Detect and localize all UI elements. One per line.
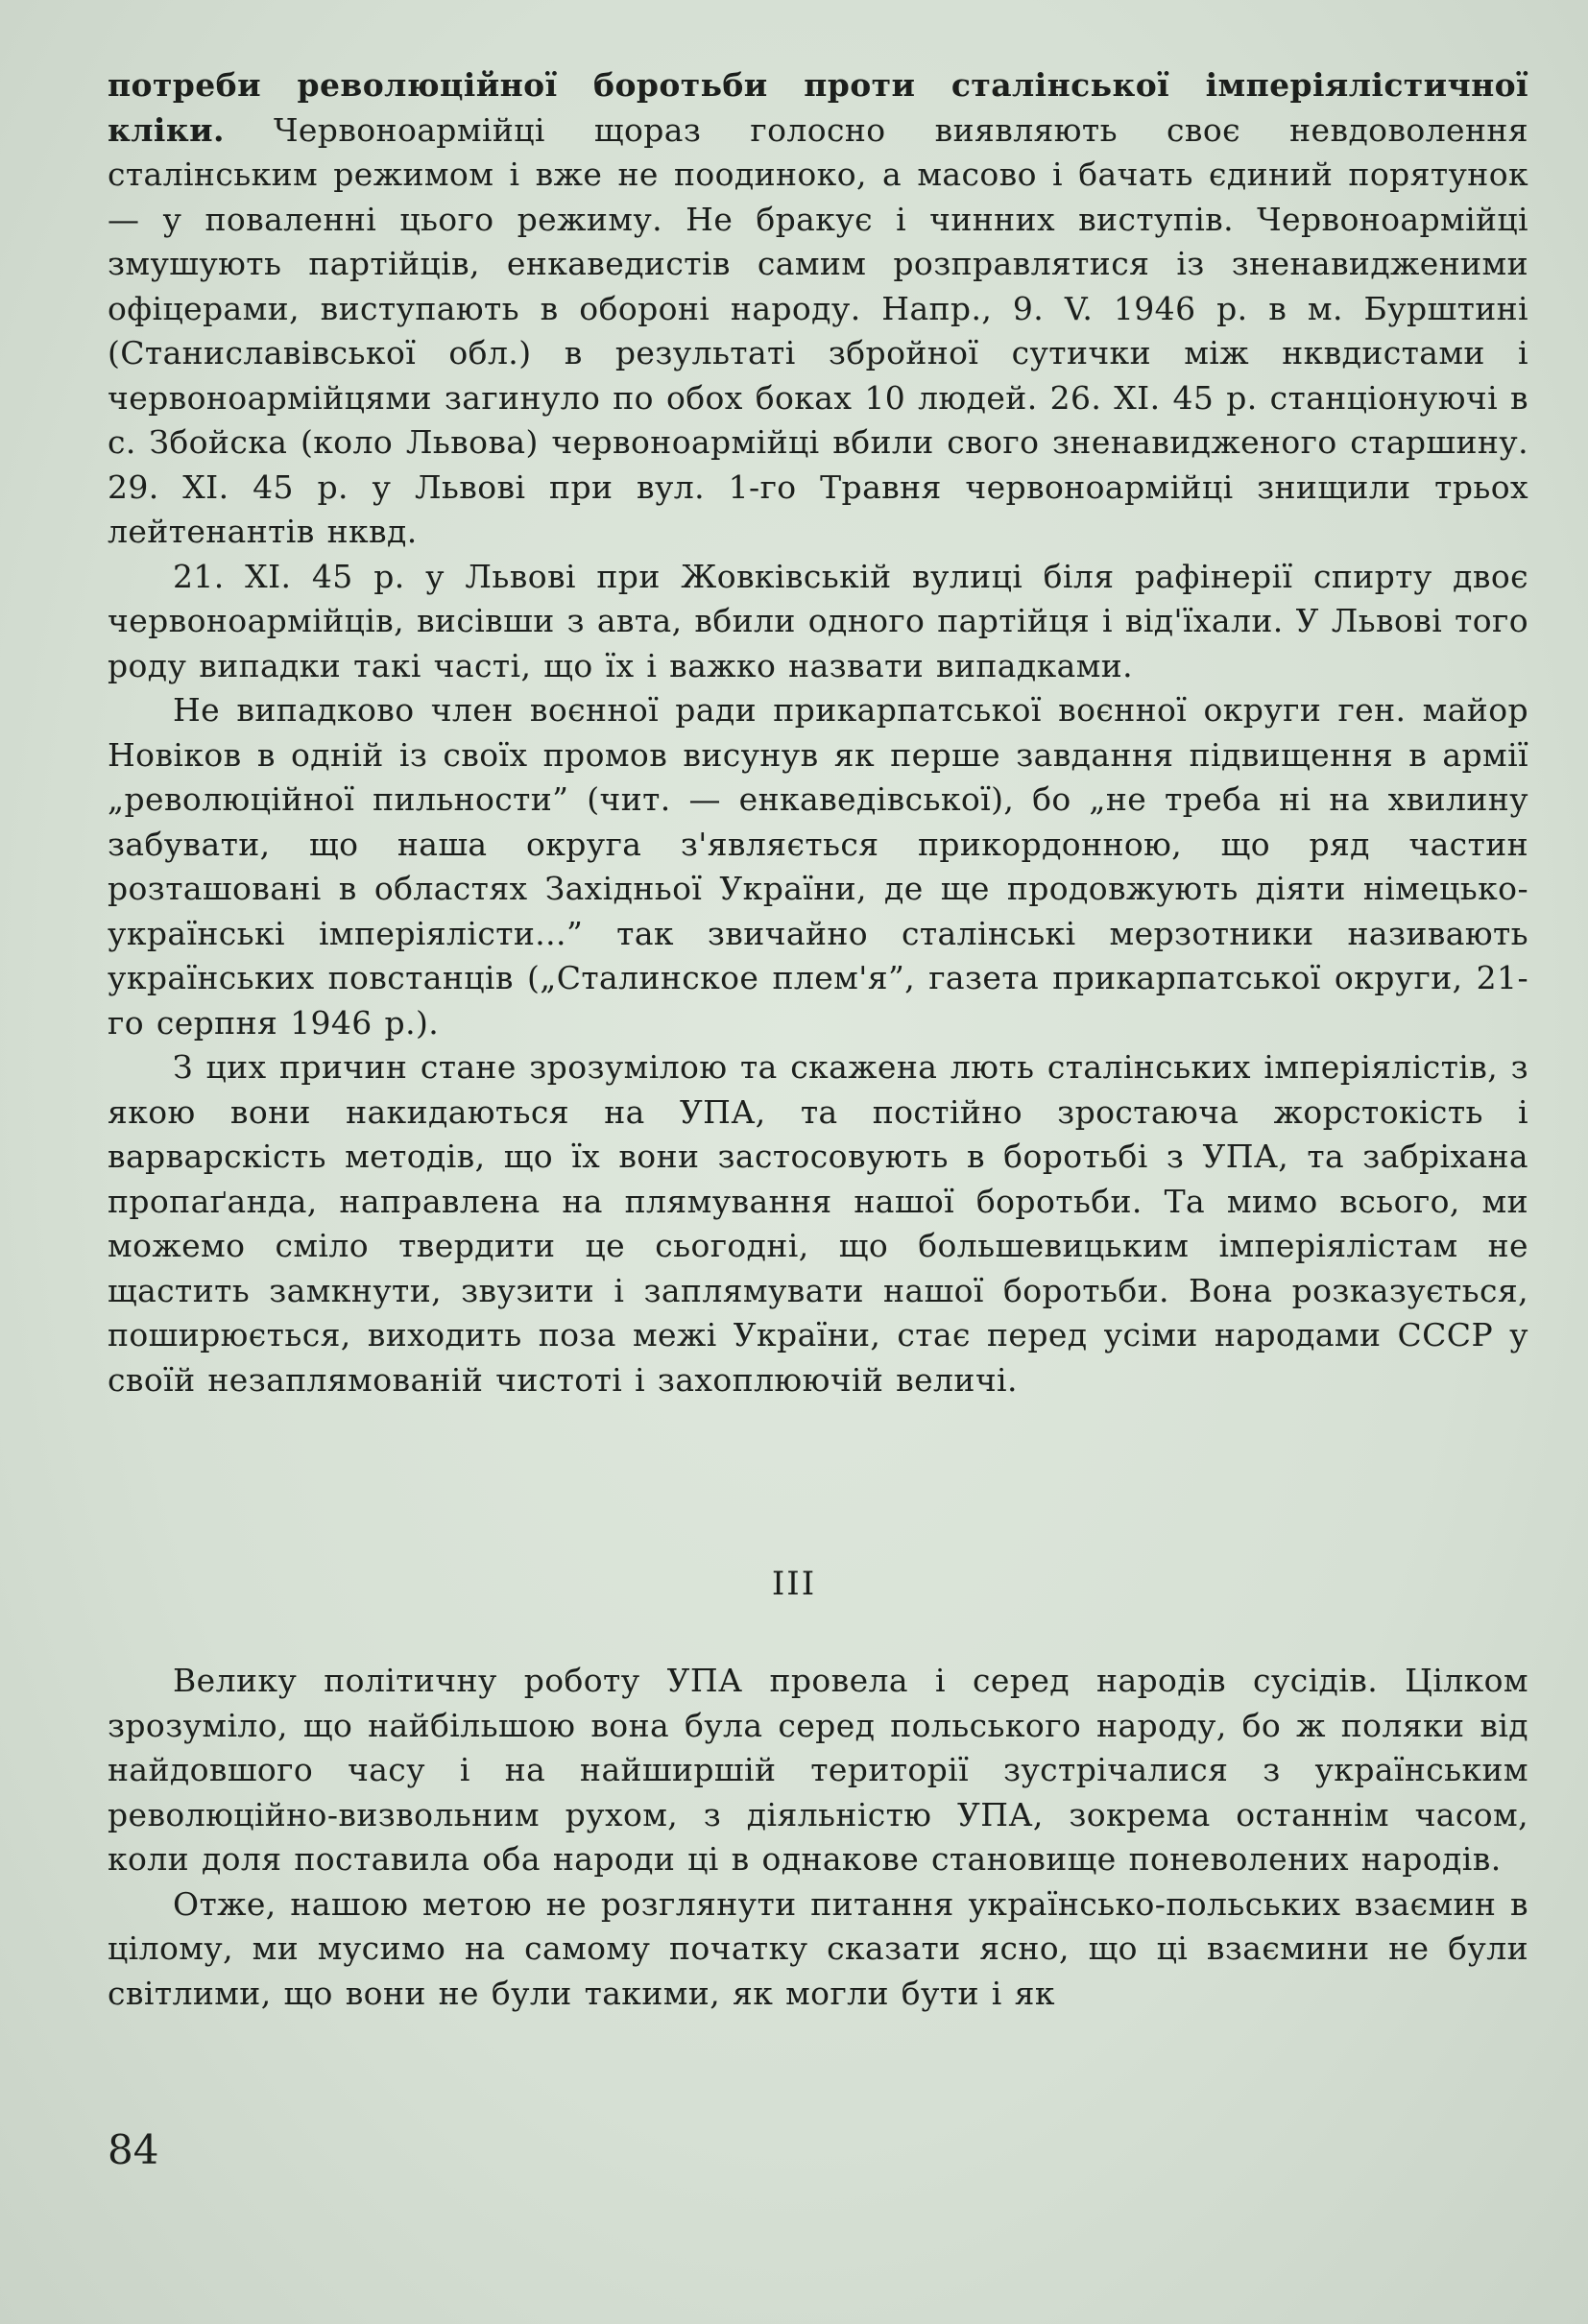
paragraph-5: Велику політичну роботу УПА провела і серед народів сусідів. Цілком зрозуміло, що найбільшою вона була серед польського народу, бо ж поляки від найдовшого часу і на найширшій території зустрічалися з українським революційно-визвольним рухом, з діяльністю УПА, зокрема останнім часом, коли доля поставила оба народи ці в однакове становище поневолених народів. [108,1662,1528,1878]
body-text-top [108,63,1528,1402]
page-number: 84 [108,2126,159,2173]
body-text-bottom [108,1659,1528,2016]
paragraph-2: 21. XI. 45 р. у Львові при Жовківській вулиці біля рафінерії спирту двоє червоноармійців, висівши з авта, вбили одного партійця і від'їхали. У Львові того роду випадки такі часті, що їх і важко назвати випадками. [108,557,1528,684]
paragraph-1-lead: потреби революційної боротьби проти сталінської імперіялістичної кліки. [108,66,1528,149]
paragraph-1-text: Червоноармійці щораз голосно виявляють своє невдоволення сталінським режимом і вже не поодиноко, а масово і бачать єдиний порятунок — у поваленні цього режиму. Не бракує і чинних виступів. Червоноармійці змушують партійців, енкаведистів самим розправлятися із зненавидженими офіцерами, виступають в обороні народу. Напр., 9. V. 1946 р. в м. Бурштині (Станиславівської обл.) в результаті збройної сутички між нквдистами і червоноармійцями загинуло по обох боках 10 людей. 26. XI. 45 р. станціонуючі в с. Збойска (коло Львова) червоноармійці вбили свого зненавидженого старшину. 29. XI. 45 р. у Львові при вул. 1-го Травня червоноармійці знищили трьох лейтенантів нквд. [108,110,1528,550]
paragraph-4: З цих причин стане зрозумілою та скажена лють сталінських імперіялістів, з якою вони накидаються на УПА, та постійно зростаюча жорстокість і варварскість методів, що їх вони застосовують в боротьбі з УПА, та забріхана пропаґанда, направлена на плямування нашої боротьби. Та мимо всього, ми можемо сміло твердити це сьогодні, що большевицьким імперіялістам не щастить замкнути, звузити і заплямувати нашої боротьби. Вона розказується, поширюється, виходить поза межі України, стає перед усіми народами СССР у своїй незаплямованій чистоті і захоплюючій величі. [108,1048,1528,1399]
paragraph-6: Отже, нашою метою не розглянути питання українсько-польських взаємин в цілому, ми мусимо на самому початку сказати ясно, що ці взаємини не були світлими, що вони не були такими, як могли бути і як [108,1884,1528,2012]
paragraph-1 [108,63,1528,555]
paragraph-3: Не випадково член воєнної ради прикарпатської воєнної округи ген. майор Новіков в одній із своїх промов висунув як перше завдання підвищення в армії „революційної пильности” (чит. — енкаведівської), бо „не треба ні на хвилину забувати, що наша округа з'являється прикордонною, що ряд частин розташовані в областях Західньої України, де ще продовжують діяти німецько-українські імперіялісти...” так звичайно сталінські мерзотники називають українських повстанців („Сталинское плем'я”, газета прикарпатської округи, 21-го серпня 1946 р.). [108,691,1528,1042]
section-heading: III [771,1565,817,1603]
